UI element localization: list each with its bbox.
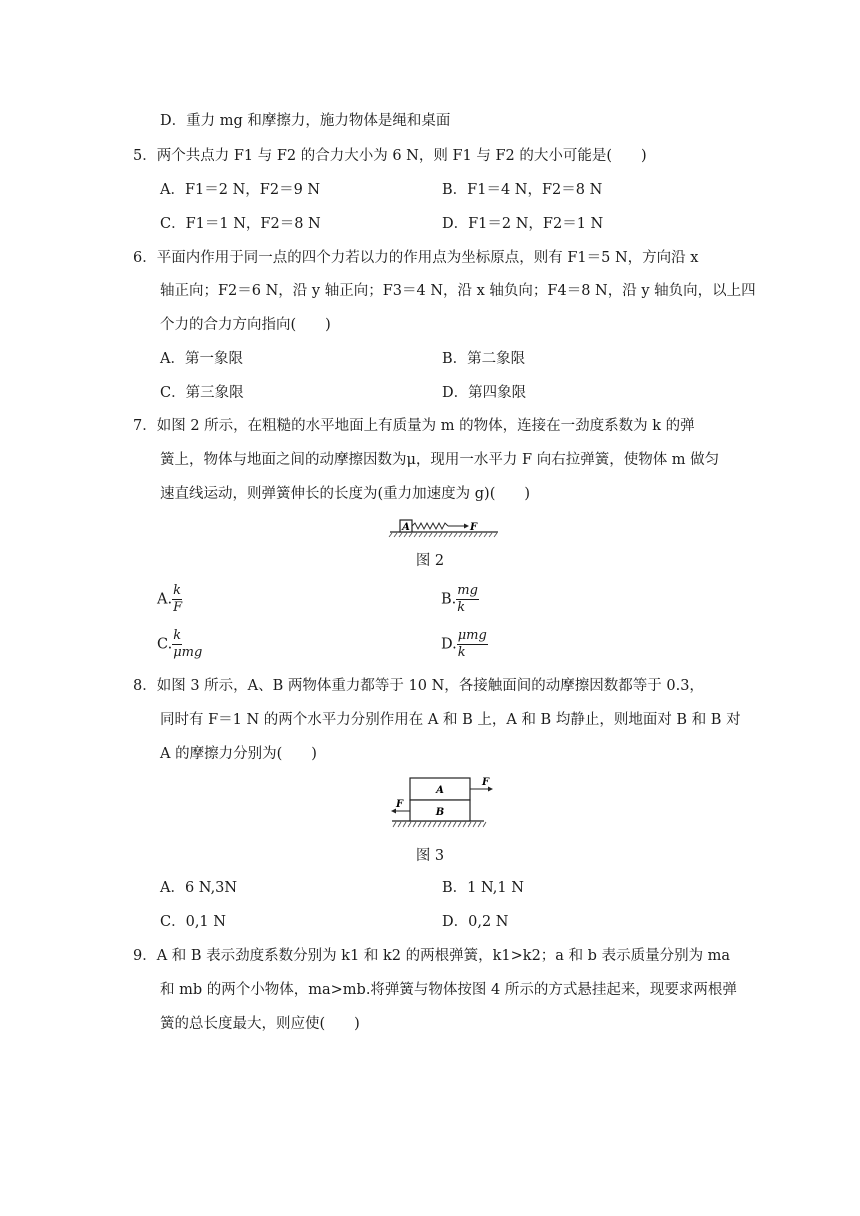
q6-option-b: B．第二象限	[442, 351, 526, 367]
q7-option-b: B. $\frac{mg}{k}$	[441, 583, 478, 615]
q7-option-d: D. $\frac{\text{μmg}}{k}$	[441, 628, 487, 660]
q9-stem-line3: 簧的总长度最大，则应使( )	[160, 1016, 360, 1032]
q6-stem-line1: 6．平面内作用于同一点的四个力若以力的作用点为坐标原点，则有 F1＝5 N，方向沿 x	[133, 250, 699, 266]
spring	[412, 523, 448, 529]
q4-option-d: D．重力 mg 和摩擦力，施力物体是绳和桌面	[160, 113, 451, 129]
force-label: F	[470, 522, 478, 533]
q7-stem-line2: 簧上，物体与地面之间的动摩擦因数为μ，现用一水平力 F 向右拉弹簧，使物体 m 做匀	[160, 452, 720, 468]
q7-stem-line3: 速直线运动，则弹簧伸长的长度为(重力加速度为 g)( )	[160, 486, 531, 502]
force-label-right: F	[482, 777, 490, 788]
q8-option-d: D．0,2 N	[442, 914, 509, 930]
figure-3-stacked-blocks-diagram	[388, 772, 500, 830]
q9-stem-line2: 和 mb 的两个小物体，ma>mb.将弹簧与物体按图 4 所示的方式悬挂起来，现要求两根弹	[160, 982, 737, 998]
block-a-label: A	[402, 522, 410, 533]
q9-stem-line1: 9．A 和 B 表示劲度系数分别为 k1 和 k2 的两根弹簧，k1>k2；a 和 b 表示质量分别为 ma	[133, 948, 731, 964]
q6-option-d: D．第四象限	[442, 385, 527, 401]
q8-stem-line2: 同时有 F＝1 N 的两个水平力分别作用在 A 和 B 上，A 和 B 均静止，则地面对 B 和 B 对	[160, 712, 741, 728]
q8-option-c: C．0,1 N	[160, 914, 226, 930]
q5-option-a: A．F1＝2 N，F2＝9 N	[160, 182, 321, 198]
q8-option-a: A．6 N,3N	[160, 880, 238, 896]
block-b-label: B	[435, 807, 445, 818]
q8-stem-line1: 8．如图 3 所示，A、B 两物体重力都等于 10 N，各接触面间的动摩擦因数都等于 0.3，	[133, 678, 704, 694]
q5-stem: 5．两个共点力 F1 与 F2 的合力大小为 6 N，则 F1 与 F2 的大小可能是( )	[133, 148, 647, 164]
q7-option-a: A. $\frac{k}{F}$	[157, 583, 183, 615]
figure-2-spring-diagram	[388, 516, 500, 538]
q5-option-d: D．F1＝2 N，F2＝1 N	[442, 216, 604, 232]
force-label-left: F	[396, 799, 404, 810]
figure-3-caption: 图 3	[415, 848, 445, 864]
q8-option-b: B．1 N,1 N	[442, 880, 524, 896]
q8-stem-line3: A 的摩擦力分别为( )	[160, 746, 317, 762]
q6-option-c: C．第三象限	[160, 385, 244, 401]
q5-option-c: C．F1＝1 N，F2＝8 N	[160, 216, 321, 232]
q7-stem-line1: 7．如图 2 所示，在粗糙的水平地面上有质量为 m 的物体，连接在一劲度系数为 k 的弹	[133, 418, 695, 434]
q6-stem-line2: 轴正向；F2＝6 N，沿 y 轴正向；F3＝4 N，沿 x 轴负向；F4＝8 N，沿 y 轴负向，以上四	[160, 283, 756, 299]
q7-option-c: C. $\frac{k}{\text{μmg}}$	[157, 628, 203, 660]
q5-option-b: B．F1＝4 N，F2＝8 N	[442, 182, 603, 198]
q6-option-a: A．第一象限	[160, 351, 243, 367]
q6-stem-line3: 个力的合力方向指向( )	[160, 317, 331, 333]
block-a-label: A	[436, 785, 444, 796]
figure-2-caption: 图 2	[415, 553, 445, 569]
